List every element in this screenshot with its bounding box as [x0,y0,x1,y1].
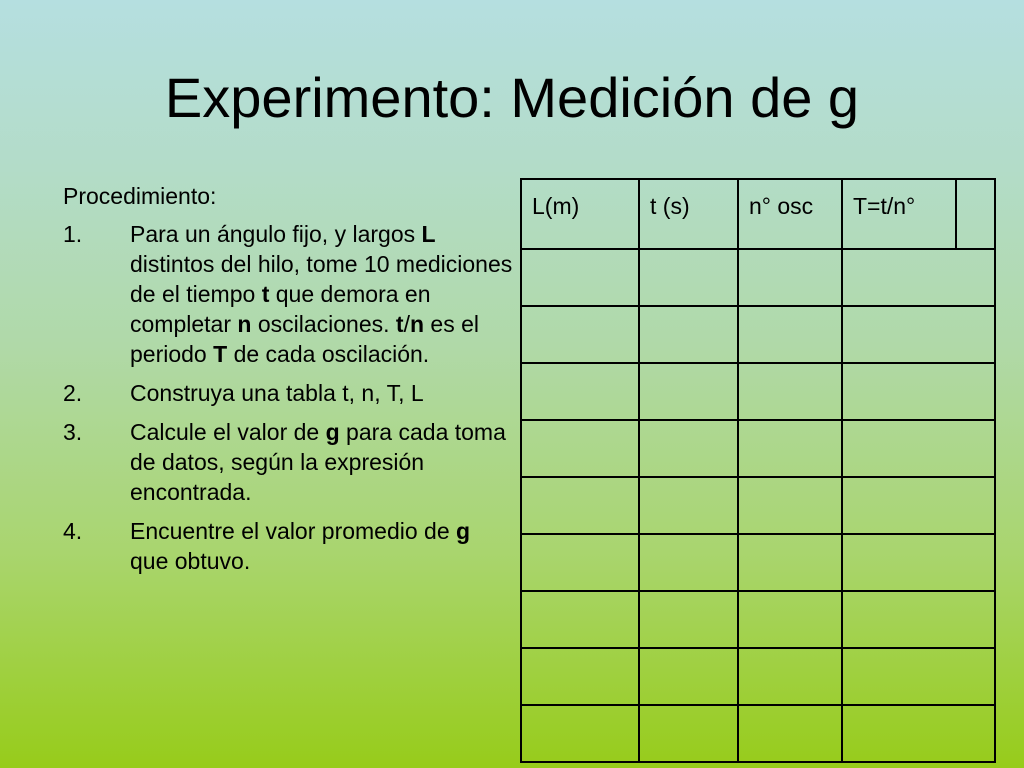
table-cell [639,306,738,363]
text-segment: que demora en completar [130,281,431,337]
text-segment: de cada oscilación. [227,341,430,367]
procedure-item-number: 3. [63,419,83,445]
procedure-heading: Procedimiento: [63,183,217,209]
header-cell-extra [956,179,995,249]
table-cell [639,477,738,534]
procedure-item-number: 2. [63,380,83,406]
header-cell-time: t (s) [639,179,738,249]
table-cell [521,705,639,762]
bold-term: T [213,341,228,367]
procedure-item-text [130,219,513,369]
table-cell [521,306,639,363]
procedure-item [63,219,513,369]
bold-term: g [456,518,471,544]
table-cell [842,363,995,420]
table-cell [738,477,842,534]
table-cell [738,534,842,591]
table-row [521,363,995,420]
text-segment: distintos del hilo, tome 10 mediciones de el tiempo [130,251,513,307]
table-cell [842,591,995,648]
slide-title: Experimento: Medición de g [164,66,860,129]
table-cell [639,705,738,762]
bold-term: n [409,311,425,337]
procedure-item-text [130,378,513,408]
table-cell [521,420,639,477]
table-row [521,420,995,477]
text-segment: que obtuvo. [130,548,251,574]
text-segment: Encuentre el valor promedio de [130,518,457,544]
text-segment: oscilaciones. [251,311,396,337]
table-row [521,477,995,534]
table-cell [738,363,842,420]
table-row [521,591,995,648]
procedure-item-text [130,516,513,576]
table-cell [521,477,639,534]
procedure-text [63,181,513,585]
table-cell [842,648,995,705]
table-cell [738,306,842,363]
procedure-item-text [130,417,513,507]
table-cell [639,591,738,648]
measurement-table [520,178,996,763]
table-cell [842,534,995,591]
table-cell [738,420,842,477]
procedure-item-number: 4. [63,518,83,544]
table-cell [738,591,842,648]
bold-term: L [421,221,436,247]
table-row [521,306,995,363]
table-cell [521,591,639,648]
table-cell [639,363,738,420]
text-segment: es el periodo [130,311,480,367]
table-row [521,648,995,705]
bold-term: g [325,419,340,445]
bold-term: t [261,281,270,307]
table-cell [639,420,738,477]
text-segment: / [403,311,410,337]
text-segment: Para un ángulo fijo, y largos [130,221,422,247]
bold-term: n [237,311,252,337]
table-cell [738,249,842,306]
table-row [521,705,995,762]
procedure-item [63,378,513,408]
table-cell [842,249,995,306]
text-segment: para cada toma de datos, según la expresión encontrada. [130,419,506,505]
procedure-item [63,417,513,507]
table-cell [639,249,738,306]
bold-term: t [395,311,404,337]
text-segment: Construya una tabla t, n, T, L [130,380,424,406]
procedure-item-number: 1. [63,221,83,247]
procedure-item [63,516,513,576]
text-segment: Calcule el valor de [130,419,326,445]
table-cell [738,648,842,705]
header-cell-length: L(m) [521,179,639,249]
table-cell [842,477,995,534]
table-cell [639,648,738,705]
table-cell [842,306,995,363]
table-row [521,249,995,306]
table-cell [842,705,995,762]
table-cell [639,534,738,591]
table-row [521,534,995,591]
table-cell [521,534,639,591]
table-header-row [521,179,995,249]
table-cell [738,705,842,762]
header-cell-period: T=t/n° [842,179,956,249]
table-cell [842,420,995,477]
table-cell [521,648,639,705]
procedure-list [63,219,513,576]
table-cell [521,249,639,306]
header-cell-oscillations: n° osc [738,179,842,249]
table-cell [521,363,639,420]
